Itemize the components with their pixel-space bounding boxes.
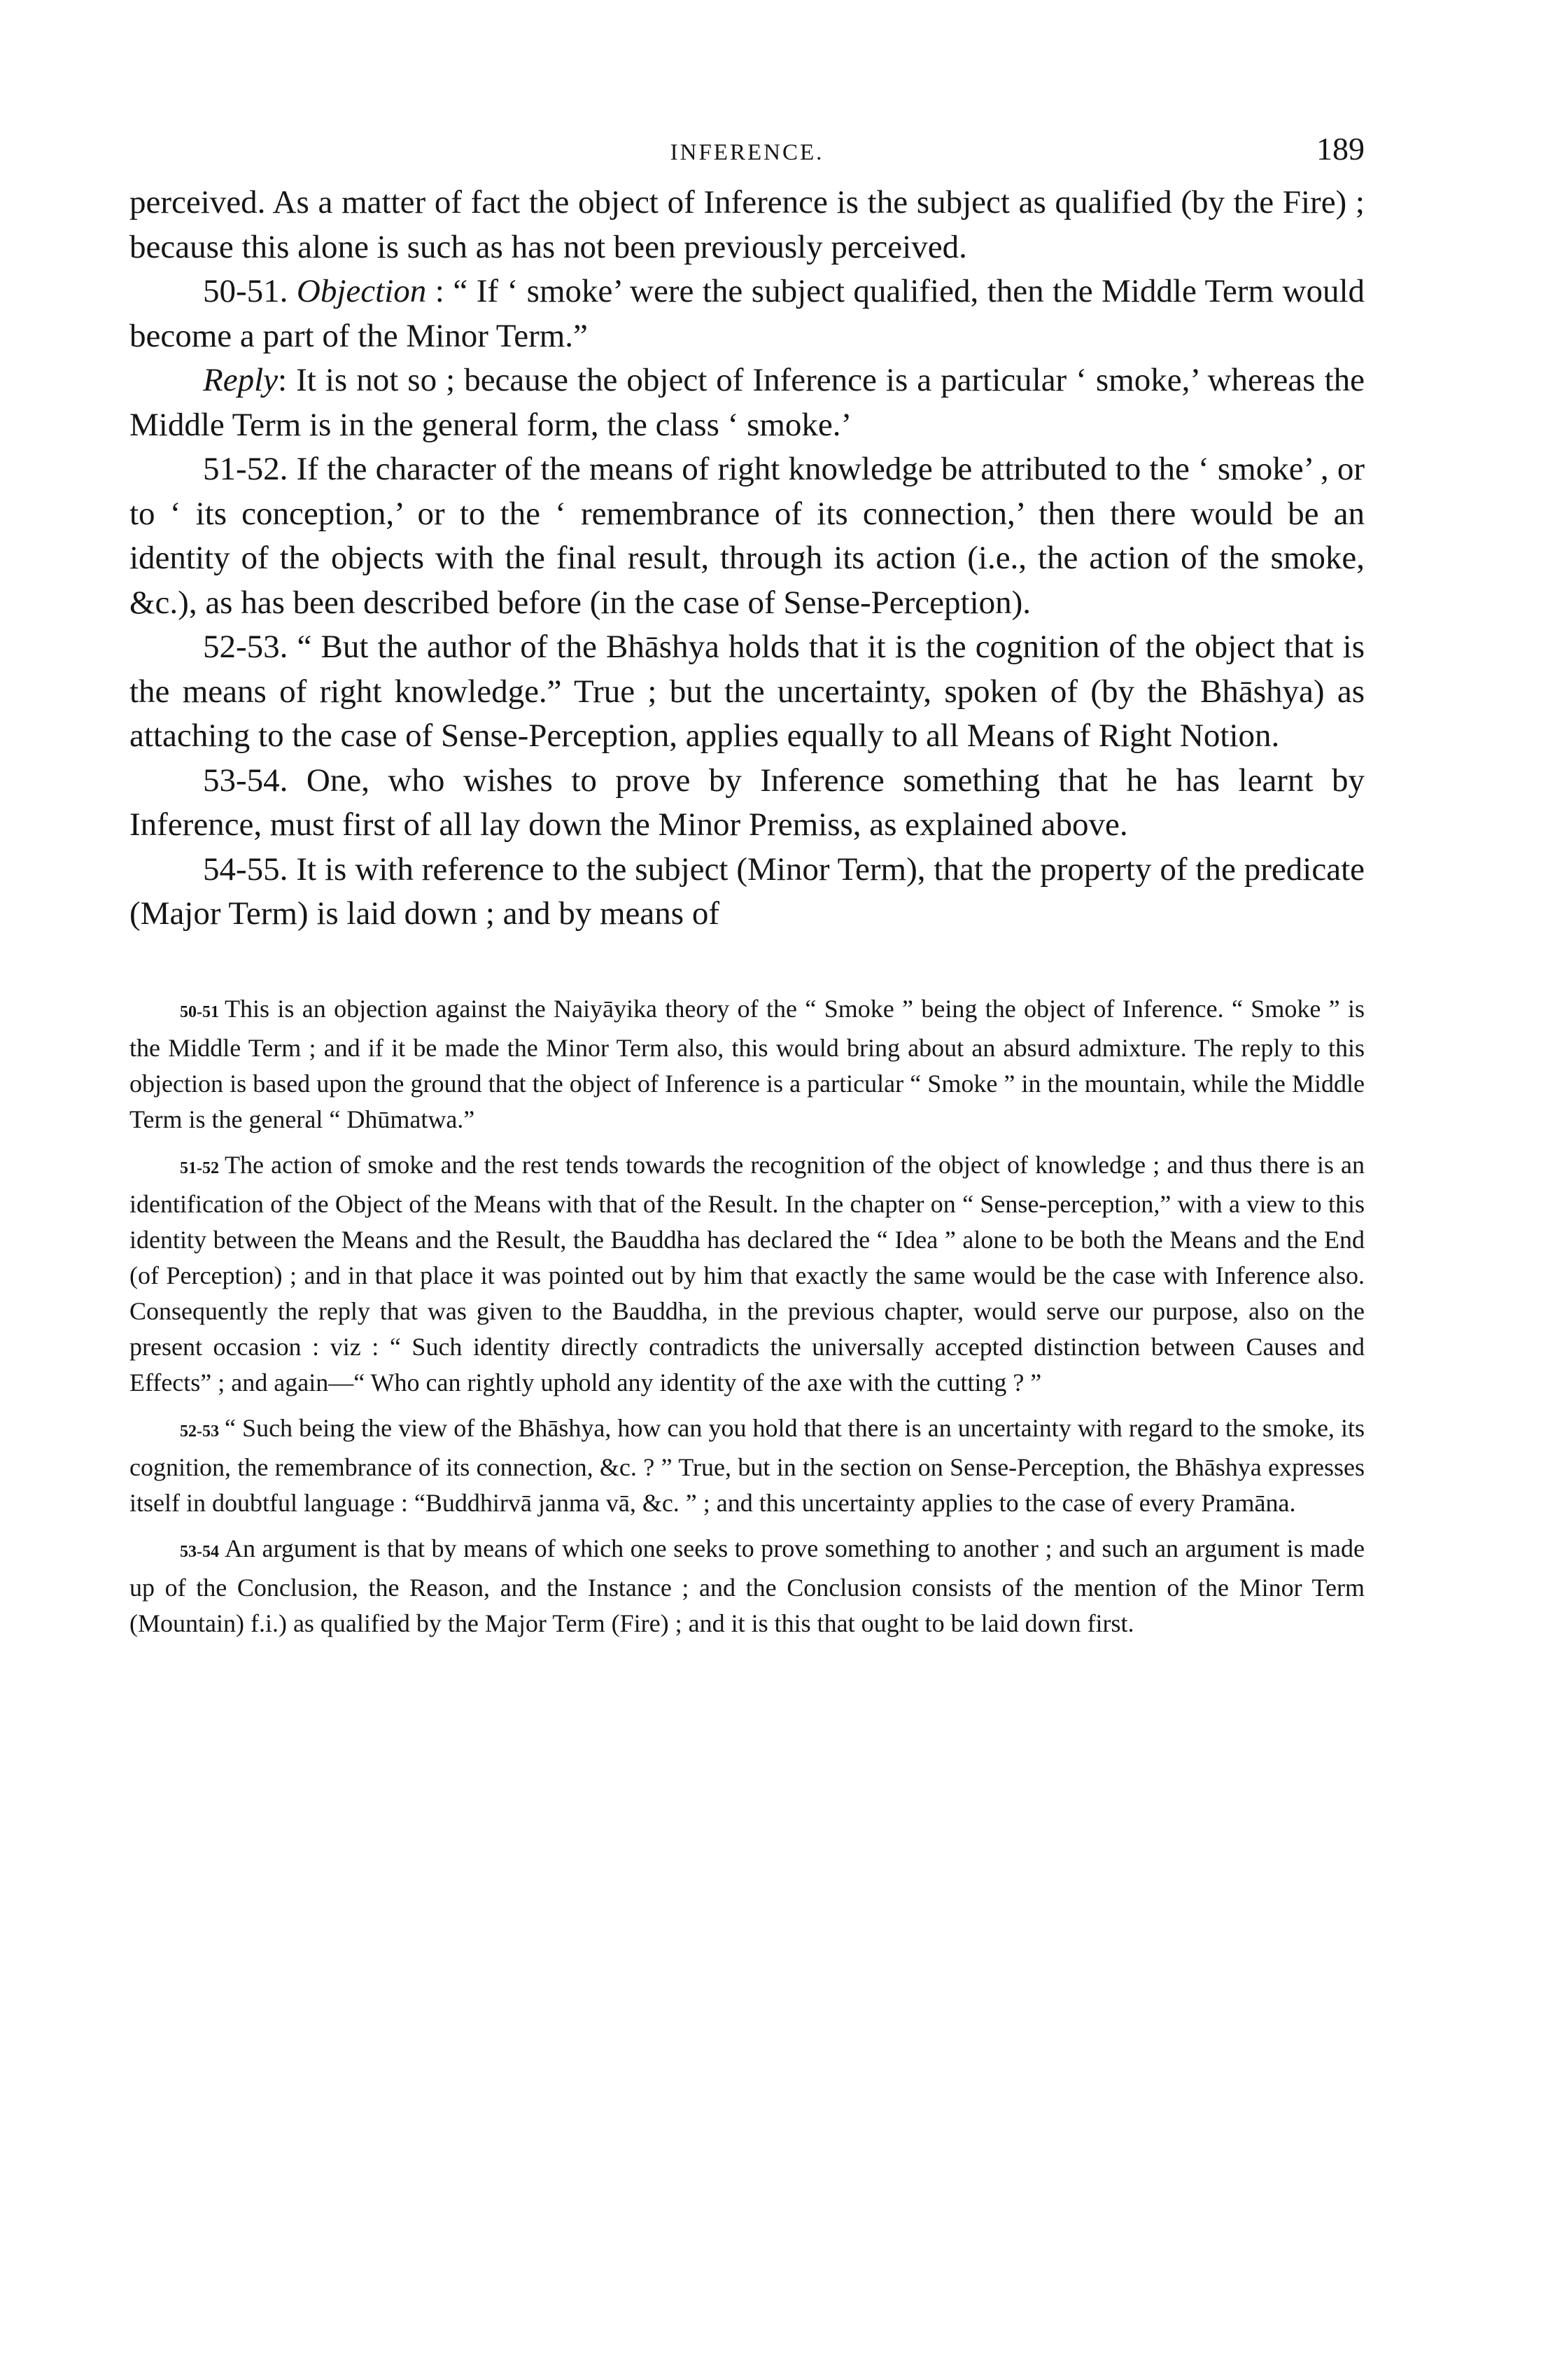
footnote-number: 52-53 (180, 1422, 219, 1441)
footnote-text: The action of smoke and the rest tends towards the recognition of the object of knowledge ; and thus there is an identification of the Object of the Means with that of the Result. In the chapter on “ Sense-perception,” with a view to this identity between the Means and the Result, the Bauddha has declared the “ Idea ” alone to be both the Means and the End (of Perception) ; and in that place it was pointed out by him that exactly the same would be the case with Inference also. Consequently the reply that was given to the Bauddha, in the previous chapter, would serve our purpose, also on the present occasion : viz : “ Such identity directly contradicts the universally accepted distinction between Causes and Effects” ; and again—“ Who can rightly uphold any identity of the axe with the cutting ? ” (129, 1150, 1365, 1396)
paragraph-text: : It is not so ; because the object of Inference is a particular ‘ smoke,’ whereas the Middle Term is in the general form, the class ‘ smoke.’ (129, 362, 1365, 443)
paragraph-53-54 (129, 759, 1365, 848)
paragraph-continuation: perceived. As a matter of fact the object of Inference is the subject as qualified (by the Fire) ; because this alone is such as has not been previously perceived. (129, 184, 1365, 265)
paragraph-reply (129, 358, 1365, 447)
main-text (129, 181, 1365, 937)
paragraph-50-51 (129, 270, 1365, 358)
paragraph-text: : “ If ‘ smoke’ were the subject qualified, then the Middle Term would become a part of the Minor Term.” (129, 273, 1365, 354)
paragraph-number: 50-51. (203, 273, 288, 309)
paragraph-number: 54-55. (203, 850, 288, 888)
page-number: 189 (1316, 131, 1365, 167)
paragraph-52-53 (129, 625, 1365, 759)
footnote-number: 53-54 (180, 1542, 219, 1561)
footnote-text: An argument is that by means of which one seeks to prove something to another ; and such an argument is made up of the Conclusion, the Reason, and the Instance ; and the Conclusion consists of the mention of the Minor Term (Mountain) f.i.) as qualified by the Major Term (Fire) ; and it is this that ought to be laid down first. (129, 1534, 1365, 1637)
footnote-text: This is an objection against the Naiyāyika theory of the “ Smoke ” being the object of Inference. “ Smoke ” is the Middle Term ; and if it be made the Minor Term also, this would bring about an absurd admixture. The reply to this objection is based upon the ground that the object of Inference is a particular “ Smoke ” in the mountain, while the Middle Term is the general “ Dhūmatwa.” (129, 994, 1365, 1133)
footnote-53-54 (129, 1531, 1365, 1642)
footnote-52-53 (129, 1410, 1365, 1521)
paragraph-number: 51-52. (203, 451, 288, 487)
footnote-51-52 (129, 1147, 1365, 1401)
paragraph-54-55 (129, 848, 1365, 937)
running-title: INFERENCE. (670, 140, 824, 165)
paragraph-number: 52-53. (203, 629, 288, 665)
objection-label: Objection (296, 273, 427, 309)
book-page (129, 125, 1365, 1651)
reply-label: Reply (203, 362, 278, 398)
footnote-50-51 (129, 991, 1365, 1138)
footnote-text: “ Such being the view of the Bhāshya, how can you hold that there is an uncertainty with regard to the smoke, its cognition, the remembrance of its connection, &c. ? ” True, but in the section on Sense-Perception, the Bhāshya expresses itself in doubtful language : “Buddhirvā janma vā, &c. ” ; and this uncertainty applies to the case of every Pramāna. (129, 1413, 1365, 1517)
paragraph-text: It is with reference to the subject (Minor Term), that the property of the predicate (Major Term) is laid down ; and by means of (129, 850, 1365, 932)
paragraph-number: 53-54. (203, 762, 288, 799)
paragraph-51-52 (129, 447, 1365, 625)
footnote-number: 50-51 (180, 1002, 219, 1021)
footnote-number: 51-52 (180, 1158, 219, 1177)
running-head (129, 125, 1365, 181)
paragraph-text: One, who wishes to prove by Inference something that he has learnt by Inference, must first of all lay down the Minor Premiss, as explained above. (129, 762, 1365, 843)
footnotes (129, 991, 1365, 1642)
paragraph-text: If the character of the means of right knowledge be attributed to the ‘ smoke’ , or to ‘ its conception,’ or to the ‘ remembrance of its connection,’ then there would be an identity of the objects with the final result, through its action (i.e., the action of the smoke, &c.), as has been described before (in the case of Sense-Perception). (129, 451, 1365, 621)
paragraph-text: “ But the author of the Bhāshya holds that it is the cognition of the object that is the means of right knowledge.” True ; but the uncertainty, spoken of (by the Bhāshya) as attaching to the case of Sense-Perception, applies equally to all Means of Right Notion. (129, 629, 1365, 754)
